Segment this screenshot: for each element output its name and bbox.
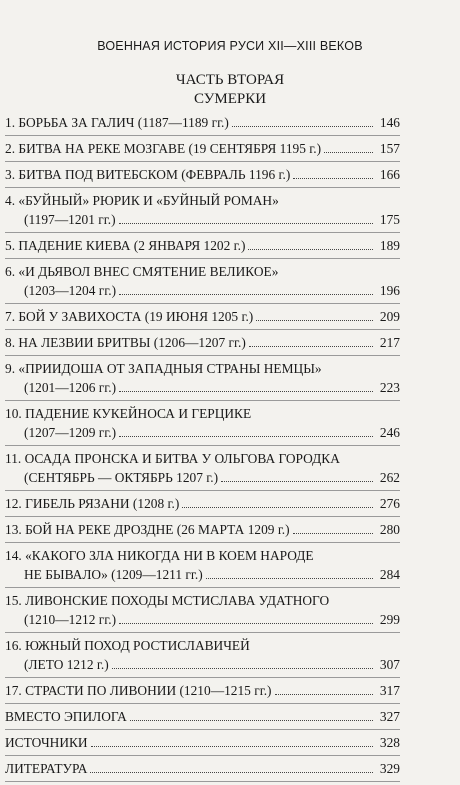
toc-page-number: 327 <box>379 709 400 724</box>
separator-line <box>5 487 400 491</box>
dot-leader <box>221 481 373 482</box>
toc-page-number: 166 <box>379 167 400 182</box>
toc-entry-title: 17. СТРАСТИ ПО ЛИВОНИИ (1210—1215 гг.) <box>5 683 272 698</box>
separator-line <box>5 397 400 401</box>
toc-entry-title: ЛИТЕРАТУРА <box>5 761 88 776</box>
toc-entry-title: (1201—1206 гг.) <box>24 380 117 395</box>
toc-page-number: 276 <box>379 496 400 511</box>
toc-page-number: 157 <box>379 141 400 156</box>
toc-entry <box>5 404 400 446</box>
toc-line <box>5 210 400 229</box>
toc-line <box>5 423 400 442</box>
dot-leader <box>206 578 373 579</box>
toc-entry <box>5 636 400 678</box>
toc-entry-title: (1210—1212 гг.) <box>24 612 117 627</box>
separator-line <box>5 352 400 356</box>
toc-line <box>5 636 400 655</box>
toc-page-number: 217 <box>379 335 400 350</box>
dot-leader <box>182 507 373 508</box>
toc-entry <box>5 494 400 517</box>
toc-entry-title: 13. БОЙ НА РЕКЕ ДРОЗДНЕ (26 МАРТА 1209 г.) <box>5 522 290 537</box>
toc-line <box>5 449 400 468</box>
toc-entry-title: 5. ПАДЕНИЕ КИЕВА (2 ЯНВАРЯ 1202 г.) <box>5 238 246 253</box>
toc-page-number: 317 <box>379 683 400 698</box>
toc-line <box>5 707 400 726</box>
toc-line <box>5 468 400 487</box>
toc-page-number: 329 <box>379 761 400 776</box>
dot-leader <box>112 668 373 669</box>
toc-entry-title: ВМЕСТО ЭПИЛОГА <box>5 709 127 724</box>
separator-line <box>5 700 400 704</box>
toc-entry-title: 11. ОСАДА ПРОНСКА И БИТВА У ОЛЬГОВА ГОРОДКА <box>5 451 340 466</box>
dot-leader <box>293 533 373 534</box>
toc-line <box>5 681 400 700</box>
toc-page-number: 262 <box>379 470 400 485</box>
toc-line <box>5 262 400 281</box>
dot-leader <box>275 694 373 695</box>
toc-entry <box>5 165 400 188</box>
toc-line <box>5 655 400 674</box>
toc-page-number: 189 <box>379 238 400 253</box>
separator-line <box>5 326 400 330</box>
toc-entry <box>5 681 400 704</box>
toc-page-number: 175 <box>379 212 400 227</box>
dot-leader <box>119 623 373 624</box>
toc-entry-title: (1207—1209 гг.) <box>24 425 117 440</box>
part-subtitle: СУМЕРКИ <box>193 91 267 107</box>
dot-leader <box>249 346 373 347</box>
toc-page-number: 209 <box>379 309 400 324</box>
toc-line <box>5 236 400 255</box>
table-of-contents <box>5 113 400 785</box>
toc-entry-title: 6. «И ДЬЯВОЛ ВНЕС СМЯТЕНИЕ ВЕЛИКОЕ» <box>5 264 279 279</box>
part-title: ЧАСТЬ ВТОРАЯ <box>175 72 285 88</box>
separator-line <box>5 300 400 304</box>
toc-line <box>5 113 400 132</box>
toc-entry-title: (1203—1204 гг.) <box>24 283 117 298</box>
toc-entry-title: 12. ГИБЕЛЬ РЯЗАНИ (1208 г.) <box>5 496 180 511</box>
toc-entry-title: 9. «ПРИИДОША ОТ ЗАПАДНЫЯ СТРАНЫ НЕМЦЫ» <box>5 361 322 376</box>
dot-leader <box>119 223 373 224</box>
toc-line <box>5 591 400 610</box>
toc-line <box>5 546 400 565</box>
toc-entry-title: ИСТОЧНИКИ <box>5 735 88 750</box>
toc-entry-title: 1. БОРЬБА ЗА ГАЛИЧ (1187—1189 гг.) <box>5 115 229 130</box>
toc-entry <box>5 191 400 233</box>
toc-entry <box>5 449 400 491</box>
toc-page-number: 280 <box>379 522 400 537</box>
toc-entry-title: 7. БОЙ У ЗАВИХОСТА (19 ИЮНЯ 1205 г.) <box>5 309 254 324</box>
separator-line <box>5 629 400 633</box>
toc-entry <box>5 333 400 356</box>
separator-line <box>5 752 400 756</box>
toc-entry <box>5 359 400 401</box>
toc-line <box>5 759 400 778</box>
dot-leader <box>324 152 373 153</box>
toc-entry <box>5 139 400 162</box>
toc-line <box>5 565 400 584</box>
toc-entry-title: 3. БИТВА ПОД ВИТЕБСКОМ (ФЕВРАЛЬ 1196 г.) <box>5 167 291 182</box>
toc-entry-title: (1197—1201 гг.) <box>24 212 116 227</box>
toc-entry <box>5 113 400 136</box>
toc-line <box>5 520 400 539</box>
toc-page-number: 307 <box>379 657 400 672</box>
toc-line <box>5 333 400 352</box>
separator-line <box>5 132 400 136</box>
toc-page-number: 284 <box>379 567 400 582</box>
dot-leader <box>248 249 373 250</box>
toc-entry-title: 8. НА ЛЕЗВИИ БРИТВЫ (1206—1207 гг.) <box>5 335 246 350</box>
toc-line <box>5 281 400 300</box>
separator-line <box>5 442 400 446</box>
toc-entry <box>5 262 400 304</box>
toc-entry-title: 2. БИТВА НА РЕКЕ МОЗГАВЕ (19 СЕНТЯБРЯ 1195 г.) <box>5 141 322 156</box>
toc-entry <box>5 591 400 633</box>
toc-entry <box>5 546 400 588</box>
toc-entry <box>5 759 400 782</box>
separator-line <box>5 229 400 233</box>
toc-entry <box>5 236 400 259</box>
toc-line <box>5 165 400 184</box>
toc-entry-title: (СЕНТЯБРЬ — ОКТЯБРЬ 1207 г.) <box>24 470 219 485</box>
dot-leader <box>293 178 373 179</box>
toc-entry <box>5 733 400 756</box>
toc-line <box>5 610 400 629</box>
toc-line <box>5 191 400 210</box>
toc-page-number: 246 <box>379 425 400 440</box>
separator-line <box>5 255 400 259</box>
toc-entry <box>5 520 400 543</box>
separator-line <box>5 539 400 543</box>
toc-entry-title: 14. «КАКОГО ЗЛА НИКОГДА НИ В КОЕМ НАРОДЕ <box>5 548 314 563</box>
toc-entry-title: (ЛЕТО 1212 г.) <box>24 657 109 672</box>
toc-line <box>5 733 400 752</box>
toc-entry <box>5 307 400 330</box>
separator-line <box>5 726 400 730</box>
toc-entry-title: 16. ЮЖНЫЙ ПОХОД РОСТИСЛАВИЧЕЙ <box>5 638 250 653</box>
toc-page-number: 196 <box>379 283 400 298</box>
dot-leader <box>130 720 373 721</box>
toc-page-number: 299 <box>379 612 400 627</box>
toc-line <box>5 359 400 378</box>
toc-entry-title: НЕ БЫВАЛО» (1209—1211 гг.) <box>24 567 203 582</box>
toc-entry-title: 10. ПАДЕНИЕ КУКЕЙНОСА И ГЕРЦИКЕ <box>5 406 252 421</box>
separator-line <box>5 158 400 162</box>
separator-line <box>5 584 400 588</box>
dot-leader <box>119 436 373 437</box>
toc-entry-title: 15. ЛИВОНСКИЕ ПОХОДЫ МСТИСЛАВА УДАТНОГО <box>5 593 330 608</box>
toc-page-number: 223 <box>379 380 400 395</box>
dot-leader <box>91 746 373 747</box>
dot-leader <box>256 320 373 321</box>
dot-leader <box>90 772 373 773</box>
toc-entry <box>5 707 400 730</box>
toc-line <box>5 494 400 513</box>
running-head: ВОЕННАЯ ИСТОРИЯ РУСИ XII—XIII ВЕКОВ <box>97 39 363 53</box>
toc-line <box>5 139 400 158</box>
toc-entry-title: 4. «БУЙНЫЙ» РЮРИК И «БУЙНЫЙ РОМАН» <box>5 193 279 208</box>
toc-line <box>5 404 400 423</box>
separator-line <box>5 674 400 678</box>
toc-line <box>5 307 400 326</box>
toc-page-number: 328 <box>379 735 400 750</box>
toc-line <box>5 378 400 397</box>
dot-leader <box>119 391 373 392</box>
separator-line <box>5 513 400 517</box>
separator-line <box>5 778 400 782</box>
dot-leader <box>232 126 373 127</box>
toc-page-number: 146 <box>379 115 400 130</box>
separator-line <box>5 184 400 188</box>
dot-leader <box>119 294 373 295</box>
